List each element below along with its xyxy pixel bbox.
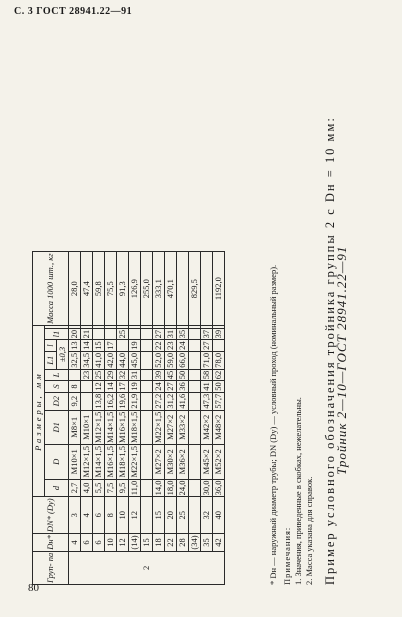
cell-mass: 1192,0	[213, 252, 225, 325]
cell-dn-upper: 10	[105, 534, 117, 552]
cell-dn-upper: (14)	[129, 535, 139, 550]
cell-spacer	[129, 325, 141, 328]
cell-D1: М42×2	[201, 410, 213, 444]
cell-dn-upper: 6	[81, 534, 93, 552]
table-row	[81, 252, 93, 585]
cell-l	[141, 340, 153, 352]
cell-l1: 35	[177, 329, 187, 339]
cell-L1: 32,5	[69, 352, 79, 368]
cell-D: М22×1,5	[129, 446, 139, 478]
cell-L1: 44,0	[117, 352, 127, 368]
cell-D: М16×1,5	[105, 446, 115, 478]
cell-spacer	[69, 325, 81, 328]
cell-dn-upper: 42	[213, 534, 225, 552]
cell-dn-upper: 18	[153, 534, 165, 552]
cell-mass: 333,1	[153, 252, 165, 325]
cell-dn: 10	[117, 497, 129, 534]
cell-d	[141, 479, 153, 497]
example-line: Пример условного обозначения тройника группы 2 с Dн = 10 мм:	[323, 116, 337, 585]
cell-L	[69, 369, 81, 381]
sizes-caption: Размеры, мм	[33, 325, 45, 497]
cell-d: 2,7	[69, 479, 81, 497]
cell-l: 15	[93, 341, 103, 350]
footnote: * Dн — наружный диаметр трубы; DN (Dу) — условный проход (номинальный размер).	[268, 264, 278, 585]
cell-S: 8	[69, 381, 81, 393]
cell-d: 24,0	[177, 480, 187, 496]
note-item-1: 1. Значения, приведенные в скобках, нежелательны.	[293, 397, 303, 585]
cell-D2: 16,2	[105, 393, 115, 409]
cell-d: 11,0	[129, 480, 139, 496]
cell-D2: 47,3	[201, 393, 211, 409]
cell-S	[81, 381, 93, 393]
cell-S: 14	[105, 382, 115, 391]
cell-L	[141, 369, 153, 381]
cell-D1: М12×1,5	[93, 411, 103, 444]
cell-L1: 78,0	[213, 352, 223, 368]
table-body	[69, 252, 225, 585]
cell-L: 62	[213, 370, 223, 380]
cell-L1: 59,0	[165, 352, 175, 368]
cell-D2	[141, 392, 153, 410]
cell-l1: 27	[153, 329, 163, 339]
cell-D1: М16×1,5	[117, 411, 127, 444]
cell-spacer	[141, 325, 153, 328]
L1-header: L1	[45, 351, 57, 369]
cell-d: 5,5	[93, 479, 105, 497]
table-row	[141, 252, 153, 585]
cell-d: 7,5	[105, 479, 117, 497]
cell-spacer	[201, 325, 213, 328]
table-row	[69, 252, 81, 585]
table-row	[129, 252, 141, 585]
D1-header: D1	[45, 410, 69, 444]
group-header: Груп- па	[33, 551, 69, 584]
cell-L	[189, 369, 201, 381]
mass-header: Масса 1000 шт., кг	[33, 252, 69, 325]
cell-dn	[189, 497, 201, 534]
cell-S: 27	[165, 382, 175, 391]
cell-spacer	[165, 325, 177, 328]
table-row	[201, 252, 213, 585]
cell-dn: 6	[93, 497, 105, 534]
cell-dn-upper: 12	[117, 534, 129, 552]
cell-dn: 20	[165, 497, 177, 534]
cell-S: 12	[93, 382, 103, 391]
cell-dn: 32	[201, 497, 213, 534]
note-item-2: 2. Масса указана для справок.	[304, 476, 314, 585]
l1-header: l1	[45, 328, 69, 340]
cell-dn-upper: 4	[69, 534, 81, 552]
cell-D1: М14×1,5	[105, 411, 115, 444]
cell-L: 25	[93, 370, 103, 380]
cell-D2: 19,6	[117, 393, 127, 409]
cell-d: 18,0	[165, 480, 175, 496]
dimensions-table	[32, 251, 225, 585]
cell-D: М52×2	[213, 445, 225, 479]
cell-dn-upper: 35	[201, 534, 213, 552]
cell-dn: 15	[153, 497, 165, 534]
cell-l1: 37	[201, 329, 211, 339]
cell-D: М27×2	[153, 445, 165, 479]
cell-l1	[189, 328, 201, 340]
cell-D2	[81, 392, 93, 410]
cell-dn-upper: 22	[165, 534, 177, 552]
cell-D2	[189, 392, 201, 410]
d-header: d	[45, 479, 69, 497]
cell-dn-upper: 15	[141, 534, 153, 552]
tolerance-header: ±0,3	[57, 340, 69, 369]
cell-L1: 66,0	[177, 352, 187, 368]
cell-l1	[93, 328, 105, 340]
cell-l: 19	[129, 341, 139, 350]
table-row	[189, 252, 201, 585]
cell-d: 36,0	[213, 480, 223, 496]
cell-mass	[201, 252, 213, 325]
cell-mass: 829,5	[189, 252, 201, 325]
cell-d: 30,0	[201, 480, 211, 496]
cell-l: 17	[105, 341, 115, 350]
cell-l: 14	[81, 341, 91, 350]
cell-L: 45	[165, 370, 175, 380]
cell-L1: 34,5	[81, 352, 91, 368]
cell-l1	[141, 328, 153, 340]
table-row	[165, 252, 177, 585]
cell-L1: 42,0	[105, 352, 115, 368]
cell-l: 22	[153, 341, 163, 350]
cell-l1: 25	[117, 329, 127, 339]
cell-D1: М8×1	[69, 410, 81, 444]
cell-L: 58	[201, 370, 211, 380]
cell-d: 9,5	[117, 479, 129, 497]
cell-L: 29	[105, 370, 115, 380]
cell-L: 50	[177, 370, 187, 380]
cell-dn	[141, 497, 153, 534]
cell-spacer	[117, 325, 129, 328]
cell-D: М12×1,5	[81, 446, 91, 478]
group-cell: 2	[69, 551, 225, 584]
cell-spacer	[153, 325, 165, 328]
cell-L1: 71,0	[201, 352, 211, 368]
cell-D2: 13,8	[93, 393, 103, 409]
cell-mass: 28,0	[69, 252, 81, 325]
cell-l1: 20	[69, 329, 79, 339]
cell-l1: 39	[213, 329, 223, 339]
cell-spacer	[177, 325, 189, 328]
cell-spacer	[105, 325, 117, 328]
cell-L1: 41,0	[93, 352, 103, 368]
cell-D: М10×1	[69, 445, 81, 479]
cell-l	[117, 340, 129, 352]
cell-D: М14×1,5	[93, 446, 103, 478]
cell-D2: 27,2	[153, 393, 163, 409]
cell-D1: М48×2	[213, 410, 225, 444]
cell-D1: М18×1,5	[129, 411, 139, 444]
table-row	[213, 252, 225, 585]
spacer-header	[45, 325, 69, 328]
cell-spacer	[213, 325, 225, 328]
cell-D: М18×1,5	[117, 446, 127, 478]
cell-D2: 21,9	[129, 393, 139, 409]
D-header: D	[45, 445, 69, 479]
notes-title: Примечания:	[282, 526, 292, 585]
cell-dn-upper: (34)	[189, 535, 199, 550]
notes-block	[268, 25, 347, 585]
cell-D1: М33×2	[177, 410, 189, 444]
S-header: S	[45, 381, 69, 393]
cell-l1	[105, 328, 117, 340]
cell-spacer	[189, 325, 201, 328]
cell-D1: М10×1	[81, 410, 93, 444]
cell-S: 24	[153, 382, 163, 391]
cell-d: 14,0	[153, 480, 163, 496]
cell-dn: 40	[213, 497, 225, 534]
cell-S	[141, 381, 153, 393]
designation-example: Тройник 2—10—ГОСТ 28941.22—91	[334, 245, 349, 475]
cell-d: 4,0	[81, 479, 93, 497]
cell-D1: М22×1,5	[153, 411, 163, 444]
table-row	[117, 252, 129, 585]
cell-l1	[129, 328, 141, 340]
cell-S: 50	[213, 382, 223, 391]
cell-L1: 45,0	[129, 352, 139, 368]
table-row	[177, 252, 189, 585]
cell-D1	[141, 410, 153, 444]
cell-S: 41	[201, 382, 211, 391]
cell-l	[189, 340, 201, 352]
table-row	[93, 252, 105, 585]
cell-l: 27	[201, 341, 211, 350]
cell-dn: 4	[81, 497, 93, 534]
cell-L: 39	[153, 370, 163, 380]
cell-mass: 59,8	[93, 252, 105, 325]
cell-l1: 31	[165, 329, 175, 339]
cell-D2: 31,2	[165, 393, 175, 409]
cell-D2: 41,6	[177, 393, 187, 409]
cell-D	[189, 445, 201, 479]
cell-l	[213, 340, 225, 352]
cell-D2: 9,2	[69, 392, 81, 410]
D2-header: D2	[45, 392, 69, 410]
cell-l: 24	[177, 341, 187, 350]
cell-L: 23	[81, 370, 91, 380]
cell-mass: 47,4	[81, 252, 93, 325]
table-header-row-1	[33, 252, 45, 585]
cell-dn-upper: 28	[177, 534, 189, 552]
cell-D: М45×2	[201, 445, 213, 479]
cell-dn: 25	[177, 497, 189, 534]
cell-L: 31	[129, 370, 139, 380]
cell-D1: М27×2	[165, 410, 177, 444]
cell-mass: 255,0	[141, 252, 153, 325]
cell-S: 17	[117, 382, 127, 391]
cell-mass: 126,9	[129, 252, 141, 325]
cell-S: 36	[177, 382, 187, 391]
cell-D	[141, 445, 153, 479]
cell-mass: 75,5	[105, 252, 117, 325]
cell-mass: 91,3	[117, 252, 129, 325]
cell-l1: 21	[81, 329, 91, 339]
cell-dn-upper: 6	[93, 534, 105, 552]
cell-D: М30×2	[165, 445, 177, 479]
dn-upper-header: Dн*	[33, 534, 69, 552]
cell-D: М36×2	[177, 445, 189, 479]
cell-dn: 8	[105, 497, 117, 534]
cell-l: 13	[69, 341, 79, 350]
table-row	[105, 252, 117, 585]
page-header: С. 3 ГОСТ 28941.22—91	[14, 6, 133, 17]
cell-S	[189, 381, 201, 393]
cell-L1	[189, 351, 201, 369]
cell-dn: 12	[129, 497, 141, 534]
dn-header: DN* (Dу)	[33, 497, 69, 534]
page-number: 80	[28, 582, 39, 594]
cell-D1	[189, 410, 201, 444]
cell-spacer	[93, 325, 105, 328]
cell-mass	[177, 252, 189, 325]
cell-L: 32	[117, 370, 127, 380]
cell-D2: 57,7	[213, 393, 223, 409]
L-header: L	[45, 369, 69, 381]
cell-dn: 3	[69, 497, 81, 534]
cell-L1: 52,0	[153, 352, 163, 368]
cell-S: 19	[129, 382, 139, 391]
cell-l: 23	[165, 341, 175, 350]
l-header: l	[45, 340, 57, 352]
table-row	[153, 252, 165, 585]
cell-spacer	[81, 325, 93, 328]
cell-mass: 470,1	[165, 252, 177, 325]
cell-L1	[141, 351, 153, 369]
cell-d	[189, 479, 201, 497]
